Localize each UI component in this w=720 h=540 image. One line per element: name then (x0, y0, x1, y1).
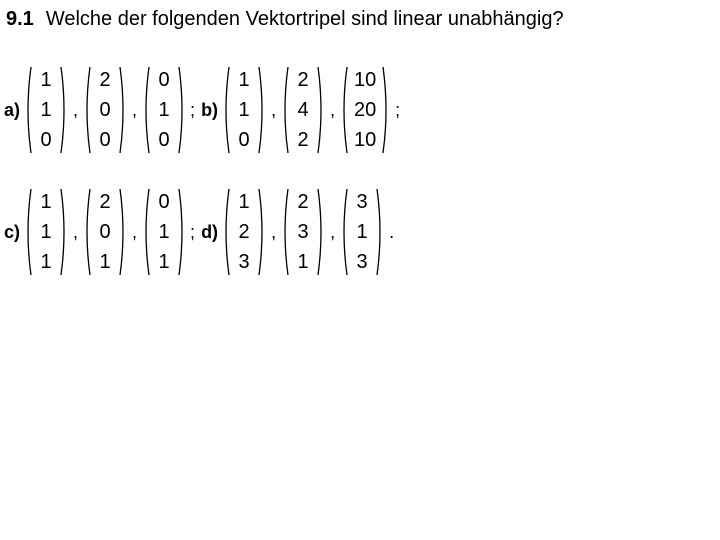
vector-entry: 0 (158, 191, 170, 213)
vector-entry: 10 (353, 129, 377, 151)
vector-entry: 1 (356, 221, 368, 243)
comma: , (73, 99, 79, 120)
part-a-vector-1 (24, 65, 68, 155)
right-paren-icon (376, 187, 384, 277)
vector-entry: 0 (158, 69, 170, 91)
vector-entry: 1 (40, 99, 52, 121)
vector-entry: 3 (356, 191, 368, 213)
left-paren-icon (142, 187, 150, 277)
period: . (389, 221, 395, 242)
part-c-vector-1 (24, 187, 68, 277)
vector-entry: 1 (40, 69, 52, 91)
right-paren-icon (60, 187, 68, 277)
vector-entry: 0 (99, 129, 111, 151)
part-d-label: d) (201, 221, 219, 242)
exercise-title (6, 8, 564, 31)
part-b-label: b) (201, 99, 219, 120)
right-paren-icon (258, 187, 266, 277)
vector-entry: 1 (238, 191, 250, 213)
vector-entry: 2 (297, 191, 309, 213)
part-d-vector-2 (281, 187, 325, 277)
vector-entry: 1 (40, 191, 52, 213)
vector-entry: 3 (356, 251, 368, 273)
comma: , (132, 99, 138, 120)
part-a-label: a) (4, 99, 21, 120)
vector-entry: 2 (297, 129, 309, 151)
exercise-number: 9.1 (6, 8, 34, 30)
right-paren-icon (317, 187, 325, 277)
part-a-vector-2 (83, 65, 127, 155)
vector-entry: 20 (353, 99, 377, 121)
right-paren-icon (317, 65, 325, 155)
exercise-question: Welche der folgenden Vektortripel sind linear unabhängig? (45, 8, 564, 30)
comma: , (73, 221, 79, 242)
vector-entry: 2 (99, 69, 111, 91)
right-paren-icon (60, 65, 68, 155)
left-paren-icon (340, 65, 348, 155)
vector-entry: 1 (158, 99, 170, 121)
vector-entry: 2 (99, 191, 111, 213)
left-paren-icon (222, 65, 230, 155)
vector-entry: 1 (158, 251, 170, 273)
comma: , (271, 221, 277, 242)
right-paren-icon (258, 65, 266, 155)
right-paren-icon (178, 65, 186, 155)
part-a-vector-3 (142, 65, 186, 155)
vector-entry: 1 (297, 251, 309, 273)
comma: , (271, 99, 277, 120)
part-b-vector-2 (281, 65, 325, 155)
semicolon: ; (395, 99, 401, 120)
row-c-d (4, 184, 399, 280)
vector-entry: 1 (238, 99, 250, 121)
comma: , (132, 221, 138, 242)
right-paren-icon (382, 65, 390, 155)
vector-entry: 1 (40, 221, 52, 243)
left-paren-icon (222, 187, 230, 277)
part-b-vector-3 (340, 65, 390, 155)
left-paren-icon (281, 187, 289, 277)
vector-entry: 2 (297, 69, 309, 91)
vector-entry: 3 (297, 221, 309, 243)
part-c-label: c) (4, 221, 21, 242)
vector-entry: 0 (99, 221, 111, 243)
left-paren-icon (142, 65, 150, 155)
vector-entry: 0 (238, 129, 250, 151)
vector-entry: 1 (99, 251, 111, 273)
part-c-vector-3 (142, 187, 186, 277)
comma: , (330, 99, 336, 120)
vector-entry: 0 (99, 99, 111, 121)
left-paren-icon (24, 187, 32, 277)
vector-entry: 1 (40, 251, 52, 273)
left-paren-icon (83, 65, 91, 155)
part-b-vector-1 (222, 65, 266, 155)
comma: , (330, 221, 336, 242)
vector-entry: 10 (353, 69, 377, 91)
vector-entry: 1 (158, 221, 170, 243)
vector-entry: 1 (238, 69, 250, 91)
right-paren-icon (119, 65, 127, 155)
part-c-vector-2 (83, 187, 127, 277)
vector-entry: 0 (40, 129, 52, 151)
part-d-vector-3 (340, 187, 384, 277)
part-d-vector-1 (222, 187, 266, 277)
right-paren-icon (119, 187, 127, 277)
vector-entry: 0 (158, 129, 170, 151)
vector-entry: 4 (297, 99, 309, 121)
semicolon: ; (190, 99, 196, 120)
row-a-b (4, 62, 405, 158)
left-paren-icon (83, 187, 91, 277)
left-paren-icon (340, 187, 348, 277)
left-paren-icon (24, 65, 32, 155)
vector-entry: 2 (238, 221, 250, 243)
left-paren-icon (281, 65, 289, 155)
vector-entry: 3 (238, 251, 250, 273)
right-paren-icon (178, 187, 186, 277)
semicolon: ; (190, 221, 196, 242)
